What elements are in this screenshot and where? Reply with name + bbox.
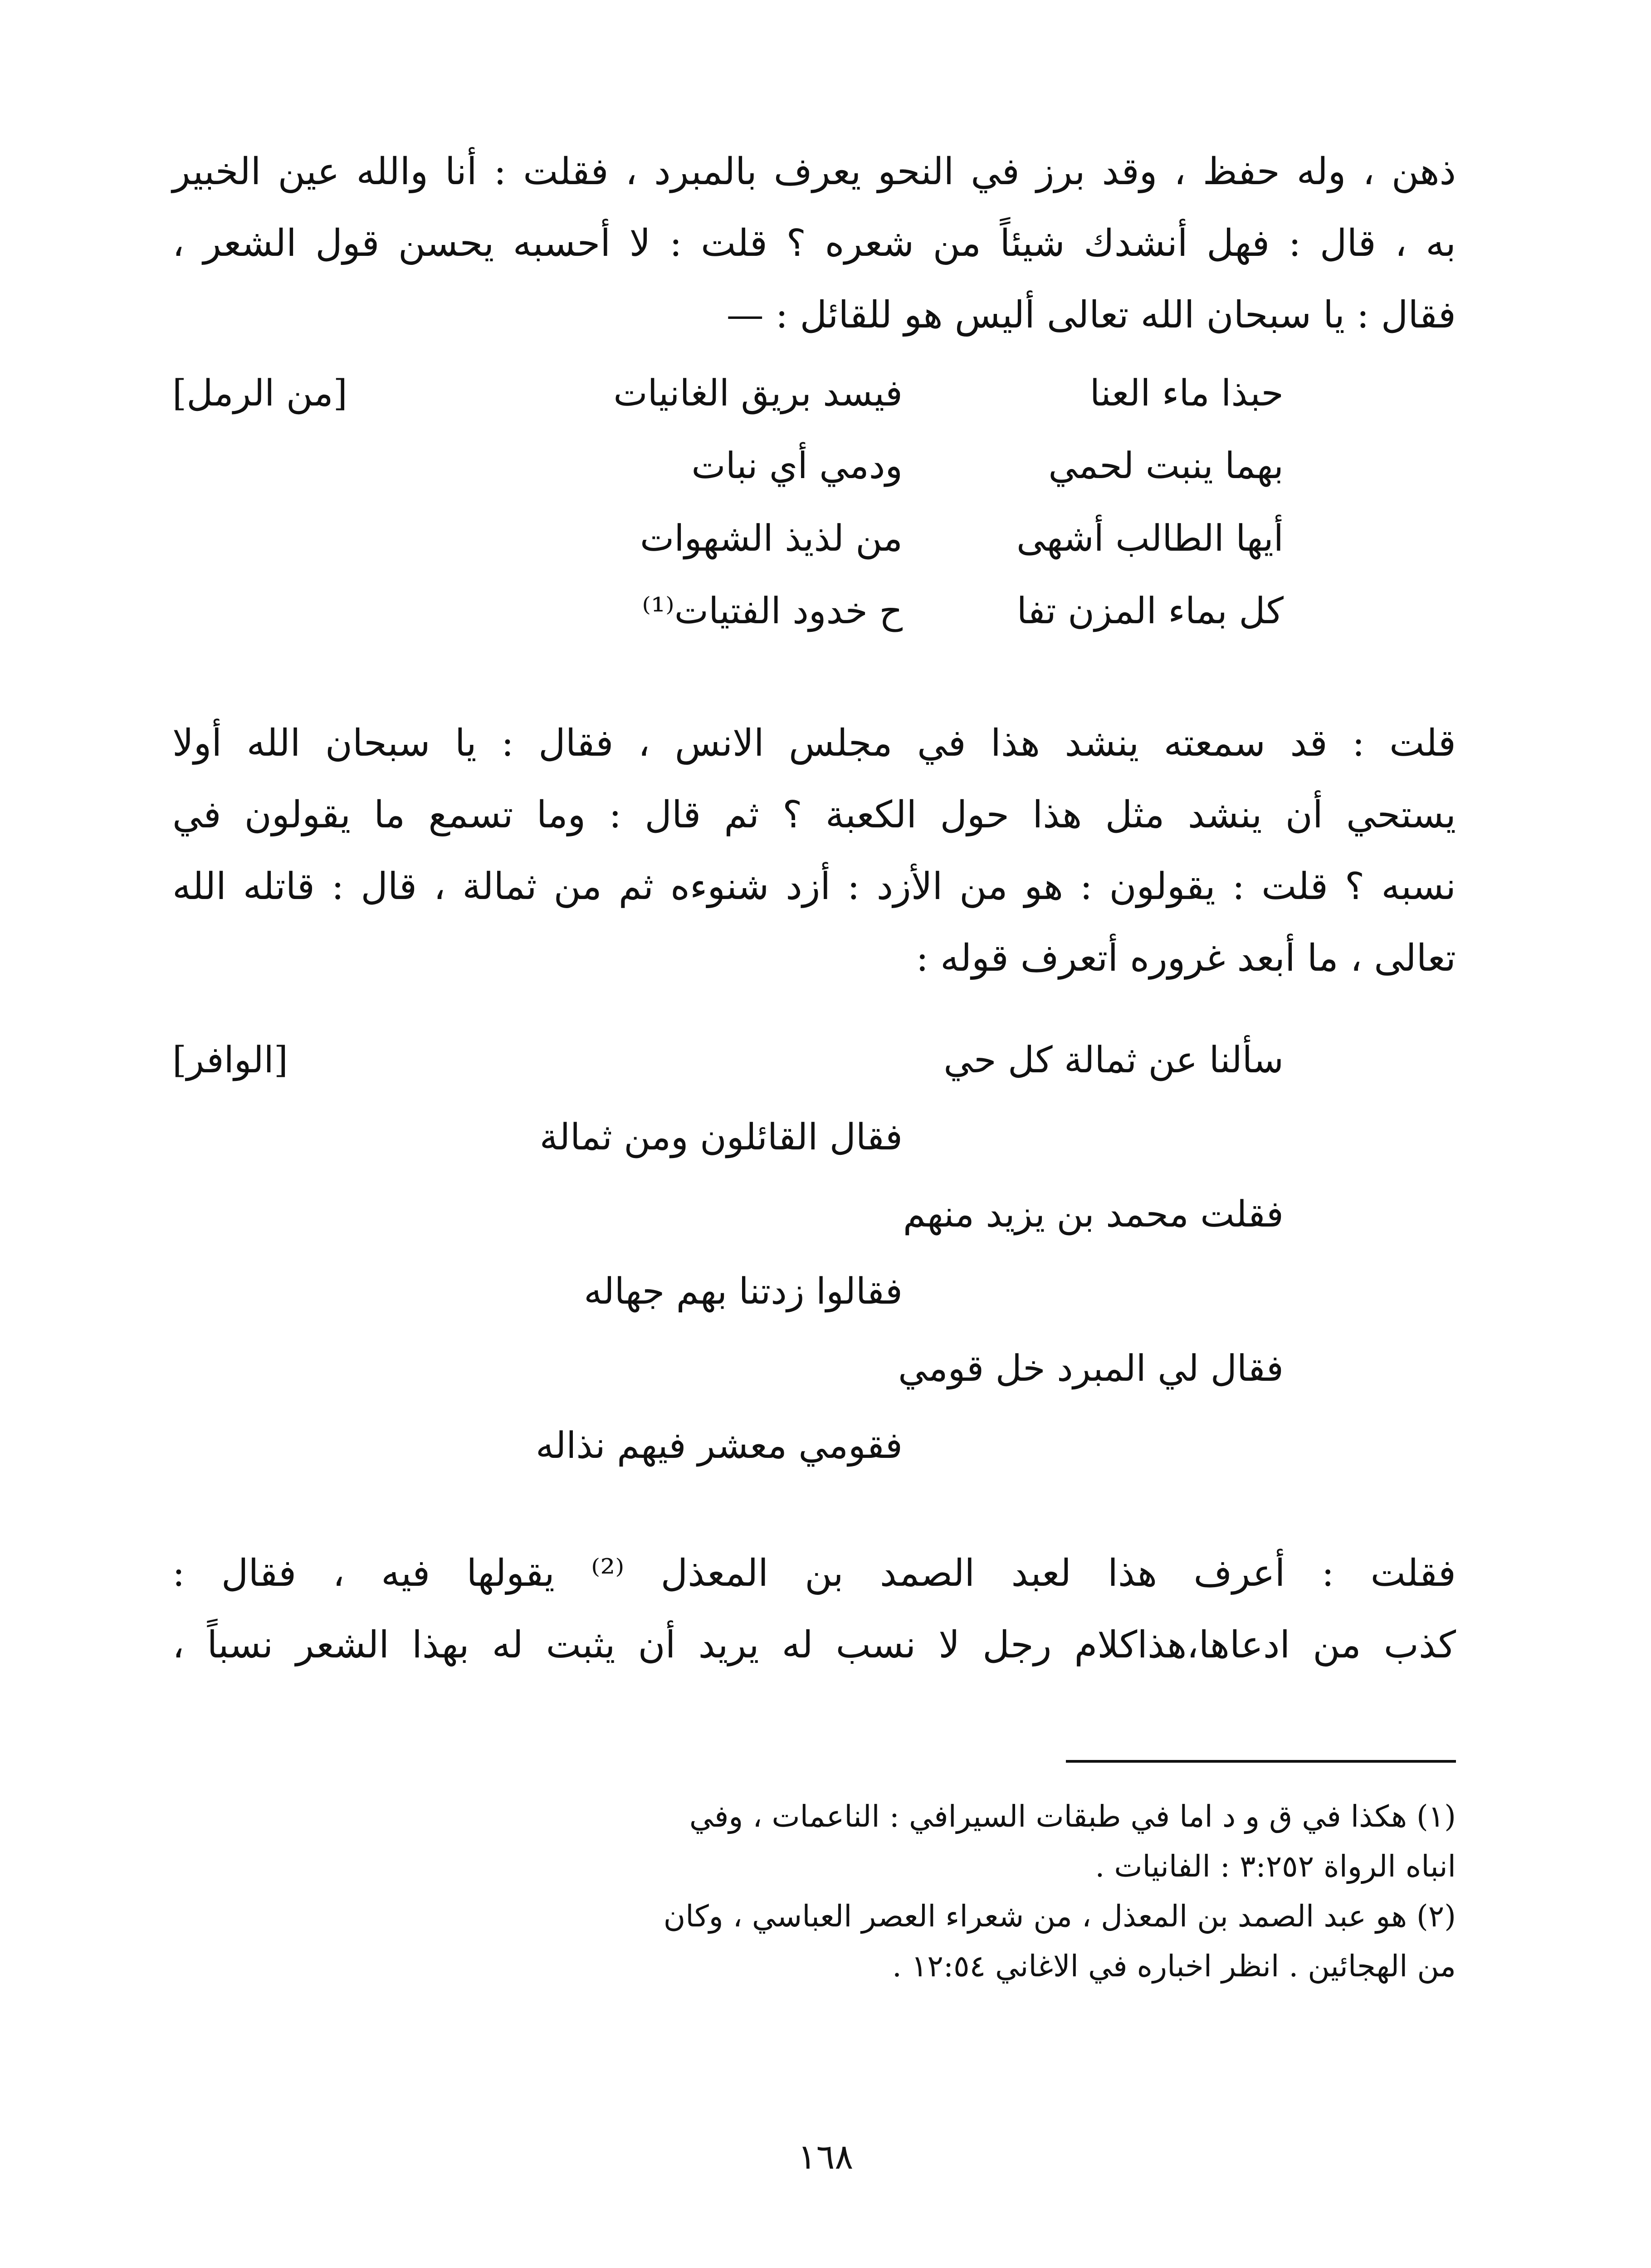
hemistich-first: سألنا عن ثمالة كل حي	[943, 1039, 1284, 1081]
text-line: فقلت : أعرف هذا لعبد الصمد بن المعذل ⁽²⁾ يقولها فيه ، فقال :	[172, 1552, 1456, 1595]
verse-line	[172, 1270, 1456, 1338]
paragraph-3	[172, 1538, 1456, 1681]
verse-line	[172, 1116, 1456, 1184]
paragraph-1	[172, 136, 1456, 351]
footnote-line: (٢) هو عبد الصمد بن المعذل ، من شعراء العصر العباسي ، وكان	[663, 1899, 1456, 1934]
hemistich-second: ودمي أي نبات	[691, 445, 903, 487]
hemistich-second: فقالوا زدتنا بهم جهاله	[584, 1270, 903, 1312]
verse	[172, 445, 1456, 513]
hemistich-second: فقال القائلون ومن ثمالة	[539, 1116, 903, 1158]
footnote-line: من الهجائين . انظر اخباره في الاغاني ١٢:٥٤ .	[892, 1949, 1456, 1984]
verse	[172, 372, 1456, 440]
footnote-separator	[1066, 1760, 1456, 1763]
verse-line	[172, 1347, 1456, 1415]
hemistich-first: حبذا ماء العنا	[1089, 372, 1284, 414]
verse	[172, 590, 1456, 658]
hemistich-first: كل بماء المزن تفا	[1016, 590, 1284, 632]
footnote-line: (١) هكذا في ق و د اما في طبقات السيرافي : الناعمات ، وفي	[689, 1799, 1456, 1834]
hemistich-first: فقلت محمد بن يزيد منهم	[903, 1193, 1284, 1235]
text-line: يستحي أن ينشد مثل هذا حول الكعبة ؟ ثم قال : وما تسمع ما يقولون في	[172, 793, 1456, 836]
meter-label: [من الرمل]	[172, 372, 347, 414]
hemistich-second: ح خدود الفتيات⁽¹⁾	[642, 590, 903, 632]
text-line: كذب من ادعاها،هذاكلام رجل لا نسب له يريد أن يثبت له بهذا الشعر نسباً ،	[172, 1623, 1456, 1667]
text-line: به ، قال : فهل أنشدك شيئاً من شعره ؟ قلت : لا أحسبه يحسن قول الشعر ،	[172, 222, 1456, 265]
text-line: نسبه ؟ قلت : يقولون : هو من الأزد : أزد شنوءه ثم من ثمالة ، قال : قاتله الله	[172, 865, 1456, 908]
paragraph-2	[172, 708, 1456, 994]
text-line: قلت : قد سمعته ينشد هذا في مجلس الانس ، فقال : يا سبحان الله أولا	[172, 722, 1456, 765]
hemistich-first: أيها الطالب أشهى	[1016, 517, 1284, 559]
verse	[172, 517, 1456, 585]
meter-label: [الوافر]	[172, 1039, 288, 1081]
text-line: ذهن ، وله حفظ ، وقد برز في النحو يعرف بالمبرد ، فقلت : أنا والله عين الخبير	[172, 150, 1456, 193]
text-line: تعالى ، ما أبعد غروره أتعرف قوله :	[916, 937, 1456, 980]
text-line: فقال : يا سبحان الله تعالى أليس هو للقائل : —	[726, 293, 1456, 337]
hemistich-second: فقومي معشر فيهم نذاله	[535, 1424, 903, 1466]
hemistich-first: فقال لي المبرد خل قومي	[898, 1347, 1284, 1389]
verse-line	[172, 1039, 1456, 1107]
hemistich-second: فيسد بريق الغانيات	[613, 372, 903, 414]
verse-line	[172, 1424, 1456, 1492]
footnotes	[172, 1792, 1456, 1991]
page-number: ١٦٨	[797, 2136, 854, 2177]
hemistich-first: بهما ينبت لحمي	[1048, 445, 1284, 487]
footnote-line: انباه الرواة ٣:٢٥٢ : الفانيات .	[1095, 1849, 1456, 1884]
hemistich-second: من لذيذ الشهوات	[640, 517, 903, 559]
verse-line	[172, 1193, 1456, 1261]
